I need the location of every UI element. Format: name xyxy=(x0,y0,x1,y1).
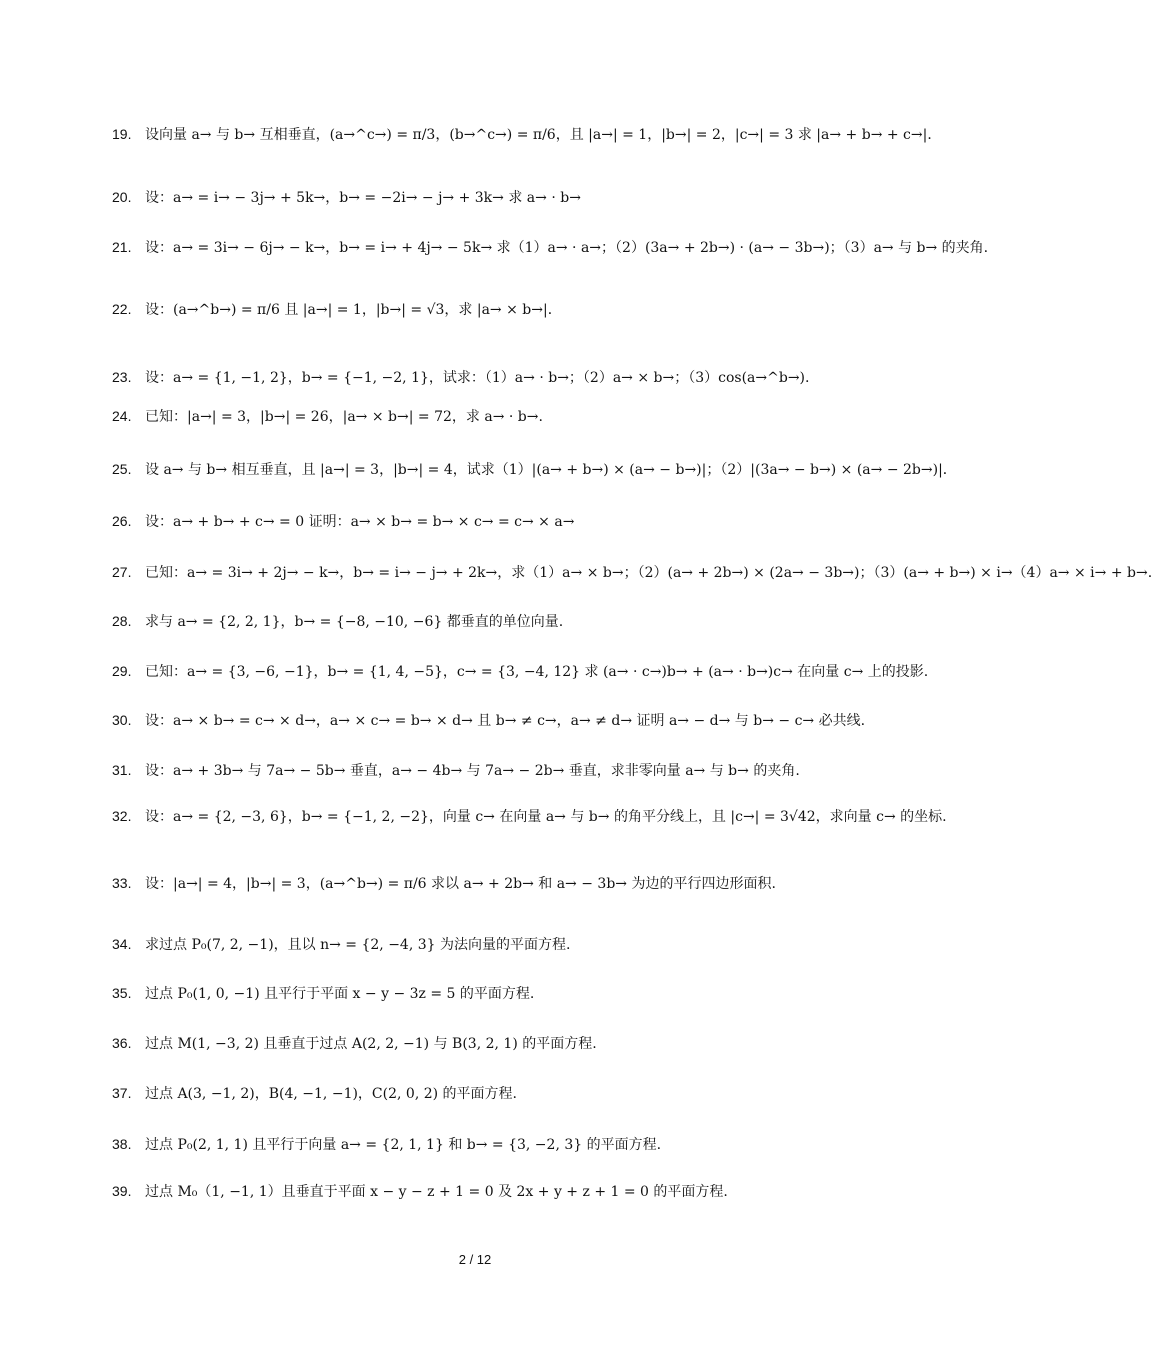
problem-number: 30. xyxy=(112,712,132,728)
problem-number: 35. xyxy=(112,985,132,1001)
problem-21 xyxy=(112,237,989,258)
problem-text: 过点 M₀（1, −1, 1）且垂直于平面 x − y − z + 1 = 0 及 2x + y + z + 1 = 0 的平面方程. xyxy=(145,1184,728,1200)
problem-37 xyxy=(112,1083,852,1104)
problem-text: 设：a→ = i→ − 3j→ + 5k→，b→ = −2i→ − j→ + 3k→ 求 a→ · b→ xyxy=(145,190,581,206)
problem-text: 已知：a→ = {3, −6, −1}，b→ = {1, 4, −5}，c→ = {3, −4, 12} 求 (a→ · c→)b→ + (a→ · b→)c→ 在向量 c→ 上的投影. xyxy=(145,664,929,680)
problem-29 xyxy=(112,661,929,682)
problem-30 xyxy=(112,710,866,731)
problem-39 xyxy=(112,1181,852,1202)
problem-number: 24. xyxy=(112,408,132,424)
problem-number: 27. xyxy=(112,564,132,580)
problem-number: 34. xyxy=(112,936,132,952)
problem-number: 37. xyxy=(112,1085,132,1101)
problem-number: 23. xyxy=(112,369,132,385)
problem-number: 29. xyxy=(112,663,132,679)
problem-number: 32. xyxy=(112,808,132,824)
problem-28 xyxy=(112,611,852,632)
problem-34 xyxy=(112,934,852,955)
problem-text: 设：a→ = {1, −1, 2}，b→ = {−1, −2, 1}，试求：（1）a→ · b→；（2）a→ × b→；（3）cos(a→^b→). xyxy=(145,370,810,386)
problem-number: 21. xyxy=(112,239,132,255)
problem-36 xyxy=(112,1033,852,1054)
problem-text: 设：a→ = 3i→ − 6j→ − k→，b→ = i→ + 4j→ − 5k→ 求（1）a→ · a→；（2）(3a→ + 2b→) · (a→ − 3b→)；（3）a→ 与 b→ 的夹角. xyxy=(145,240,989,256)
problem-23 xyxy=(112,367,852,388)
problem-20 xyxy=(112,187,852,208)
problem-text: 过点 P₀(1, 0, −1) 且平行于平面 x − y − 3z = 5 的平面方程. xyxy=(145,986,535,1002)
problem-24 xyxy=(112,406,852,427)
problem-number: 31. xyxy=(112,762,132,778)
problem-38 xyxy=(112,1134,852,1155)
problem-text: 设：a→ × b→ = c→ × d→，a→ × c→ = b→ × d→ 且 b→ ≠ c→，a→ ≠ d→ 证明 a→ − d→ 与 b→ − c→ 必共线. xyxy=(145,713,866,729)
problem-number: 26. xyxy=(112,513,132,529)
problem-text: 设：(a→^b→) = π/6 且 |a→| = 1，|b→| = √3，求 |a→ × b→|． xyxy=(145,302,562,318)
problem-33 xyxy=(112,873,852,894)
problem-text: 设向量 a→ 与 b→ 互相垂直，(a→^c→) = π/3，(b→^c→) = π/6，且 |a→| = 1，|b→| = 2，|c→| = 3 求 |a→ + b→ + c→|． xyxy=(145,127,942,143)
problem-number: 38. xyxy=(112,1136,132,1152)
problem-31 xyxy=(112,760,852,781)
page-number: 2 / 12 xyxy=(458,1252,492,1267)
problem-19 xyxy=(112,124,942,145)
problem-number: 22. xyxy=(112,301,132,317)
problem-text: 设：|a→| = 4，|b→| = 3，(a→^b→) = π/6 求以 a→ + 2b→ 和 a→ − 3b→ 为边的平行四边形面积. xyxy=(145,876,776,892)
problem-number: 19. xyxy=(112,126,132,142)
problem-text: 过点 A(3, −1, 2)，B(4, −1, −1)，C(2, 0, 2) 的平面方程. xyxy=(145,1086,517,1102)
problem-35 xyxy=(112,983,852,1004)
problem-number: 39. xyxy=(112,1183,132,1199)
problem-text: 设 a→ 与 b→ 相互垂直，且 |a→| = 3，|b→| = 4，试求（1）|(a→ + b→) × (a→ − b→)|；（2）|(3a→ − b→) × (a→ − 2b→)|． xyxy=(145,462,957,478)
problem-number: 28. xyxy=(112,613,132,629)
problem-text: 求过点 P₀(7, 2, −1)，且以 n→ = {2, −4, 3} 为法向量的平面方程. xyxy=(145,937,571,953)
problem-number: 33. xyxy=(112,875,132,891)
problem-number: 25. xyxy=(112,461,132,477)
problem-text: 已知：|a→| = 3，|b→| = 26，|a→ × b→| = 72，求 a→ · b→. xyxy=(145,409,543,425)
problem-text: 过点 M(1, −3, 2) 且垂直于过点 A(2, 2, −1) 与 B(3, 2, 1) 的平面方程. xyxy=(145,1036,597,1052)
problem-text: 设：a→ = {2, −3, 6}，b→ = {−1, 2, −2}，向量 c→ 在向量 a→ 与 b→ 的角平分线上，且 |c→| = 3√42，求向量 c→ 的坐标. xyxy=(145,809,947,825)
problem-32 xyxy=(112,806,947,827)
problem-text: 求与 a→ = {2, 2, 1}，b→ = {−8, −10, −6} 都垂直的单位向量. xyxy=(145,614,564,630)
problem-text: 设：a→ + 3b→ 与 7a→ − 5b→ 垂直，a→ − 4b→ 与 7a→ − 2b→ 垂直，求非零向量 a→ 与 b→ 的夹角. xyxy=(145,763,800,779)
problem-26 xyxy=(112,511,852,532)
problem-text: 设：a→ + b→ + c→ = 0 证明：a→ × b→ = b→ × c→ = c→ × a→ xyxy=(145,514,575,530)
problem-27 xyxy=(112,562,1152,583)
problem-25 xyxy=(112,459,957,480)
problem-number: 20. xyxy=(112,189,132,205)
problem-22 xyxy=(112,299,852,320)
problem-number: 36. xyxy=(112,1035,132,1051)
problem-text: 过点 P₀(2, 1, 1) 且平行于向量 a→ = {2, 1, 1} 和 b→ = {3, −2, 3} 的平面方程. xyxy=(145,1137,662,1153)
problem-text: 已知：a→ = 3i→ + 2j→ − k→，b→ = i→ − j→ + 2k→，求（1）a→ × b→；（2）(a→ + 2b→) × (2a→ − 3b→)；（3）(a→ + b→) × i→（4）a→ × i→ + b→. xyxy=(145,565,1152,581)
